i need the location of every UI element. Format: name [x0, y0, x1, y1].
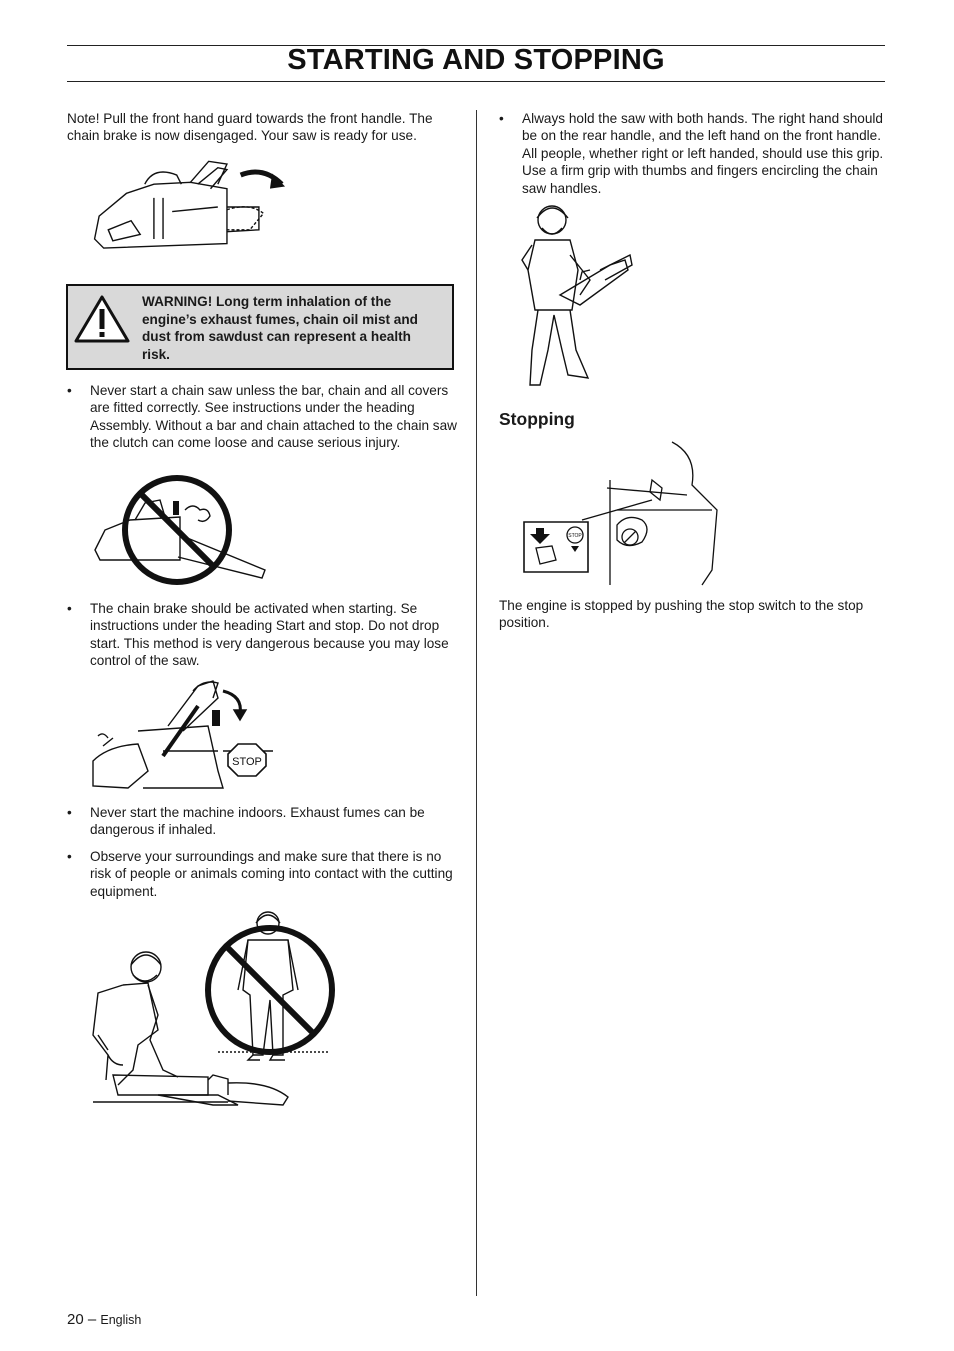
- bullet-text: Never start the machine indoors. Exhaust fumes can be dangerous if inhaled.: [90, 805, 425, 838]
- bullet-text: Observe your surroundings and make sure that there is no risk of people or animals coming into contact with the cutting equipment.: [90, 849, 453, 899]
- stopping-text: The engine is stopped by pushing the stop switch to the stop position.: [499, 598, 864, 631]
- stop-small-label: STOP: [568, 533, 582, 539]
- page-number: 20 –: [67, 1311, 97, 1328]
- bullet-dot: •: [67, 383, 72, 398]
- bullet-dot: •: [67, 849, 72, 864]
- chainsaw-without-bar-illustration: [90, 475, 270, 585]
- column-divider: [476, 110, 477, 1296]
- stop-switch-panel: [524, 522, 588, 572]
- chain-brake-start-illustration: [88, 676, 278, 796]
- stop-sign-icon: [228, 744, 266, 776]
- bullet-dot: •: [67, 601, 72, 616]
- prohibition-icon: [208, 928, 332, 1052]
- stopping-heading: Stopping: [499, 409, 575, 429]
- header-rule-bottom: [67, 81, 885, 82]
- bullet-text: Never start a chain saw unless the bar, chain and all covers are fitted correctly. See instructions under the heading Assembly. Without a bar and chain attached to the chain saw the clutch can come loose and cause serious injury.: [90, 383, 457, 451]
- surroundings-illustration: [88, 905, 338, 1110]
- bullet-dot: •: [499, 111, 504, 126]
- note-text: Note! Pull the front hand guard towards the front handle. The chain brake is now disengaged. Your saw is ready for use.: [67, 111, 433, 144]
- warning-box: [66, 284, 454, 370]
- operator-holding-saw-illustration: [520, 200, 650, 400]
- page-footer: [67, 1311, 141, 1328]
- warning-triangle-icon: [73, 294, 131, 344]
- footer-language: English: [100, 1313, 142, 1327]
- bullet-dot: •: [67, 805, 72, 820]
- stop-sign-label: STOP: [232, 756, 262, 768]
- stop-switch-illustration: [522, 440, 722, 585]
- bullet-text: Always hold the saw with both hands. The right hand should be on the rear handle, and the left hand on the front handle. All people, whether right or left handed, should use this grip. Use a firm grip with thumbs and fingers encircling the chain saw handles.: [522, 111, 884, 196]
- warning-text: WARNING! Long term inhalation of the engine’s exhaust fumes, chain oil mist and dust from sawdust can represent a health risk.: [142, 294, 418, 362]
- chainsaw-handguard-illustration: [90, 152, 300, 262]
- page-title: STARTING AND STOPPING: [287, 44, 665, 76]
- prohibition-icon: [125, 478, 229, 582]
- bullet-text: The chain brake should be activated when starting. Se instructions under the heading Start and stop. Do not drop start. This method is very dangerous because you may lose control of the saw.: [90, 601, 449, 669]
